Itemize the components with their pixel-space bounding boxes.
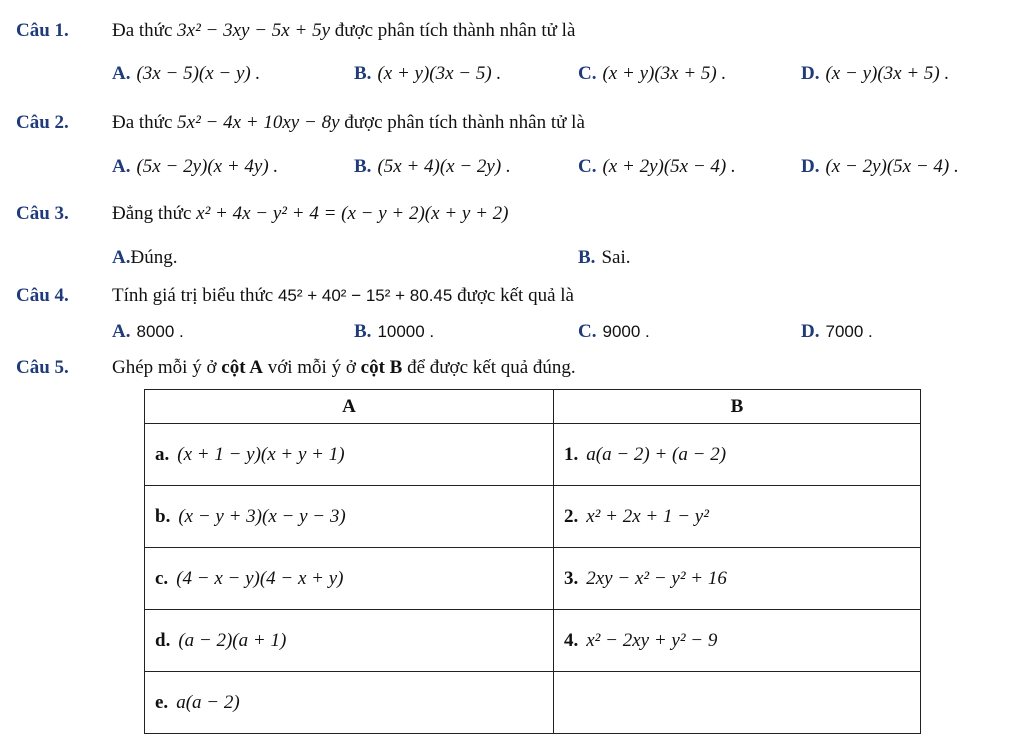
table-row — [145, 424, 921, 486]
column-b-cell: 1. a(a − 2) + (a − 2) — [554, 424, 921, 486]
column-b-cell — [554, 672, 921, 734]
column-a-header: A — [145, 390, 554, 424]
q4-option-c: C. 9000 . — [578, 321, 650, 342]
q3-option-b: B. Sai. — [578, 247, 631, 268]
question-2-label: Câu 2. — [16, 112, 69, 133]
column-a-cell: b. (x − y + 3)(x − y − 3) — [145, 486, 554, 548]
question-4-label: Câu 4. — [16, 285, 69, 306]
q2-option-c: C. (x + 2y)(5x − 4) . — [578, 156, 736, 177]
column-a-cell: a. (x + 1 − y)(x + y + 1) — [145, 424, 554, 486]
q1-option-c: C. (x + y)(3x + 5) . — [578, 63, 727, 84]
q1-option-b: B. (x + y)(3x − 5) . — [354, 63, 502, 84]
question-1-expression: 3x² − 3xy − 5x + 5y — [177, 20, 330, 41]
question-4-text: Tính giá trị biểu thức 45² + 40² − 15² + 80.45 được kết quả là — [112, 285, 574, 306]
q1-option-a: A. (3x − 5)(x − y) . — [112, 63, 261, 84]
column-a-cell: d. (a − 2)(a + 1) — [145, 610, 554, 672]
q2-option-d: D. (x − 2y)(5x − 4) . — [801, 156, 959, 177]
column-a-cell: c. (4 − x − y)(4 − x + y) — [145, 548, 554, 610]
column-b-cell: 2. x² + 2x + 1 − y² — [554, 486, 921, 548]
q4-option-d: D. 7000 . — [801, 321, 873, 342]
table-row — [145, 610, 921, 672]
q4-option-b: B. 10000 . — [354, 321, 435, 342]
question-3-label: Câu 3. — [16, 203, 69, 224]
question-2-expression: 5x² − 4x + 10xy − 8y — [177, 112, 340, 133]
column-b-cell: 4. x² − 2xy + y² − 9 — [554, 610, 921, 672]
question-1-label: Câu 1. — [16, 20, 69, 41]
question-5-text: Ghép mỗi ý ở cột A với mỗi ý ở cột B để được kết quả đúng. — [112, 357, 576, 378]
question-4-expression: 45² + 40² − 15² + 80.45 — [277, 286, 453, 305]
q4-option-a: A. 8000 . — [112, 321, 184, 342]
question-3-expression: x² + 4x − y² + 4 = (x − y + 2)(x + y + 2) — [196, 203, 509, 224]
q3-option-a: A.Đúng. — [112, 247, 178, 268]
matching-table — [144, 389, 921, 734]
q2-option-a: A. (5x − 2y)(x + 4y) . — [112, 156, 279, 177]
column-b-header: B — [554, 390, 921, 424]
table-row — [145, 672, 921, 734]
table-header-row — [145, 390, 921, 424]
table-row — [145, 548, 921, 610]
table-row — [145, 486, 921, 548]
question-3-text: Đẳng thức x² + 4x − y² + 4 = (x − y + 2)(x + y + 2) — [112, 203, 509, 224]
column-b-cell: 3. 2xy − x² − y² + 16 — [554, 548, 921, 610]
column-a-cell: e. a(a − 2) — [145, 672, 554, 734]
question-2-text: Đa thức 5x² − 4x + 10xy − 8y được phân tích thành nhân tử là — [112, 112, 585, 133]
q2-option-b: B. (5x + 4)(x − 2y) . — [354, 156, 511, 177]
q1-option-d: D. (x − y)(3x + 5) . — [801, 63, 950, 84]
question-5-label: Câu 5. — [16, 357, 69, 378]
question-1-text: Đa thức 3x² − 3xy − 5x + 5y được phân tích thành nhân tử là — [112, 20, 576, 41]
